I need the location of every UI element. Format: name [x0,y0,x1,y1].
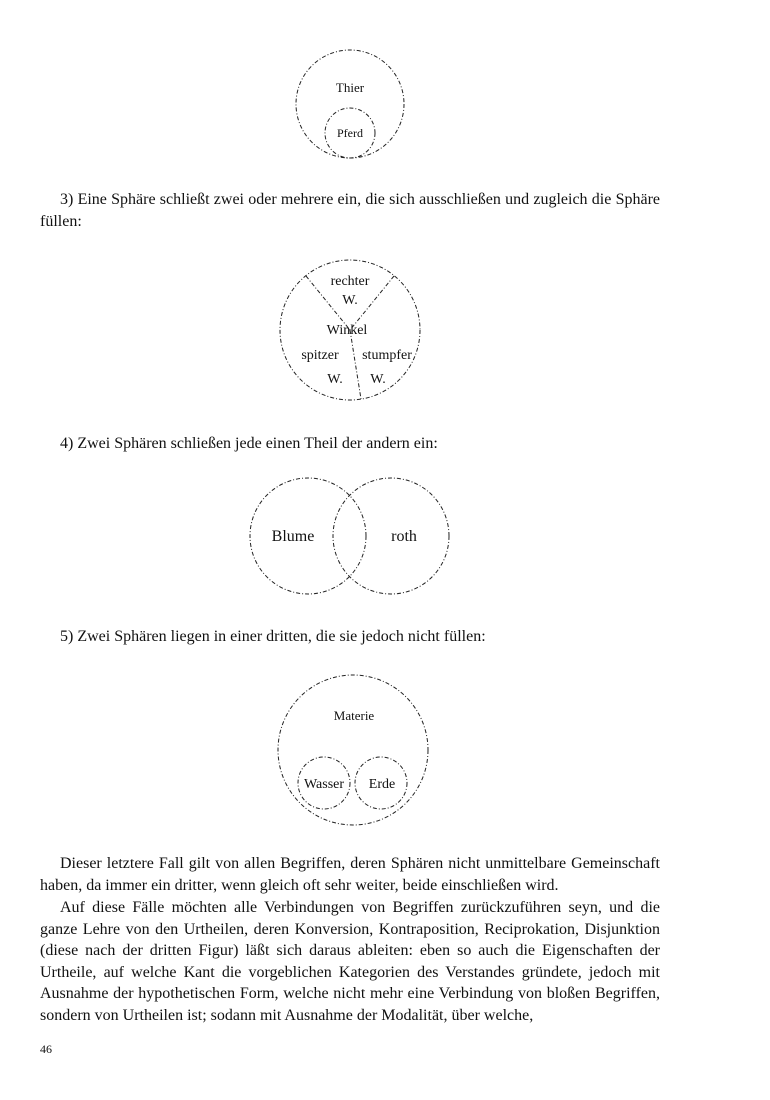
item-4-text: 4) Zwei Sphären schließen jede einen Theil der andern ein: [60,435,438,452]
left-sector-label-1: spitzer [301,348,339,363]
diagram-thier-pferd [296,50,404,158]
divider-bottom-line [350,330,361,399]
diagram-materie [278,675,428,825]
paragraph-2: Auf diese Fälle möchten alle Verbindungen von Begriffen zurückzuführen seyn, und die ganze Lehre von den Urtheilen, deren Konversion, Kontraposition, Reciprokation, Disjunktion (diese nach der dritten Figur) läßt sich daraus ableiten: eben so auch die Eigenschaften der Urtheile, auf welche Kant die vorgeblichen Kategorien des Verstandes gründete, jedoch mit Ausnahme der hypothetischen Form, welche nicht mehr eine Verbindung von bloßen Begriffen, sondern von Urtheilen ist; sodann mit Ausnahme der Modalität, über welche, [40,899,660,1024]
erde-label: Erde [368,777,396,792]
right-sector-label-2: W. [370,372,386,387]
materie-label: Materie [333,708,375,723]
outer-sphere-circle [296,50,404,158]
paragraph-1: Dieser letztere Fall gilt von allen Begriffen, deren Sphären nicht unmittelbare Gemeinschaft haben, da immer ein dritter, wenn gleich oft sehr weiter, beide einschließen wird. [40,855,660,894]
top-sector-label-1: rechter [330,274,370,289]
inner-sphere-label: Pferd [337,126,363,140]
wasser-label: Wasser [303,777,345,792]
diagram-blume-roth [250,478,449,594]
top-sector-label-2: W. [342,293,358,308]
outer-materie-circle [278,675,428,825]
item-5-text: 5) Zwei Sphären liegen in einer dritten, die sie jedoch nicht füllen: [60,628,486,645]
right-sector-label-1: stumpfer [362,348,412,363]
outer-sphere-label: Thier [335,80,365,95]
item-3-text: 3) Eine Sphäre schließt zwei oder mehrere ein, die sich ausschließen und zugleich die Sphäre füllen: [40,191,660,230]
left-circle-label: Blume [271,528,315,545]
center-label: Winkel [326,323,368,338]
left-sector-label-2: W. [327,372,343,387]
right-circle-label: roth [391,528,417,545]
page-number: 46 [40,1042,52,1056]
diagram-winkel [280,260,420,400]
